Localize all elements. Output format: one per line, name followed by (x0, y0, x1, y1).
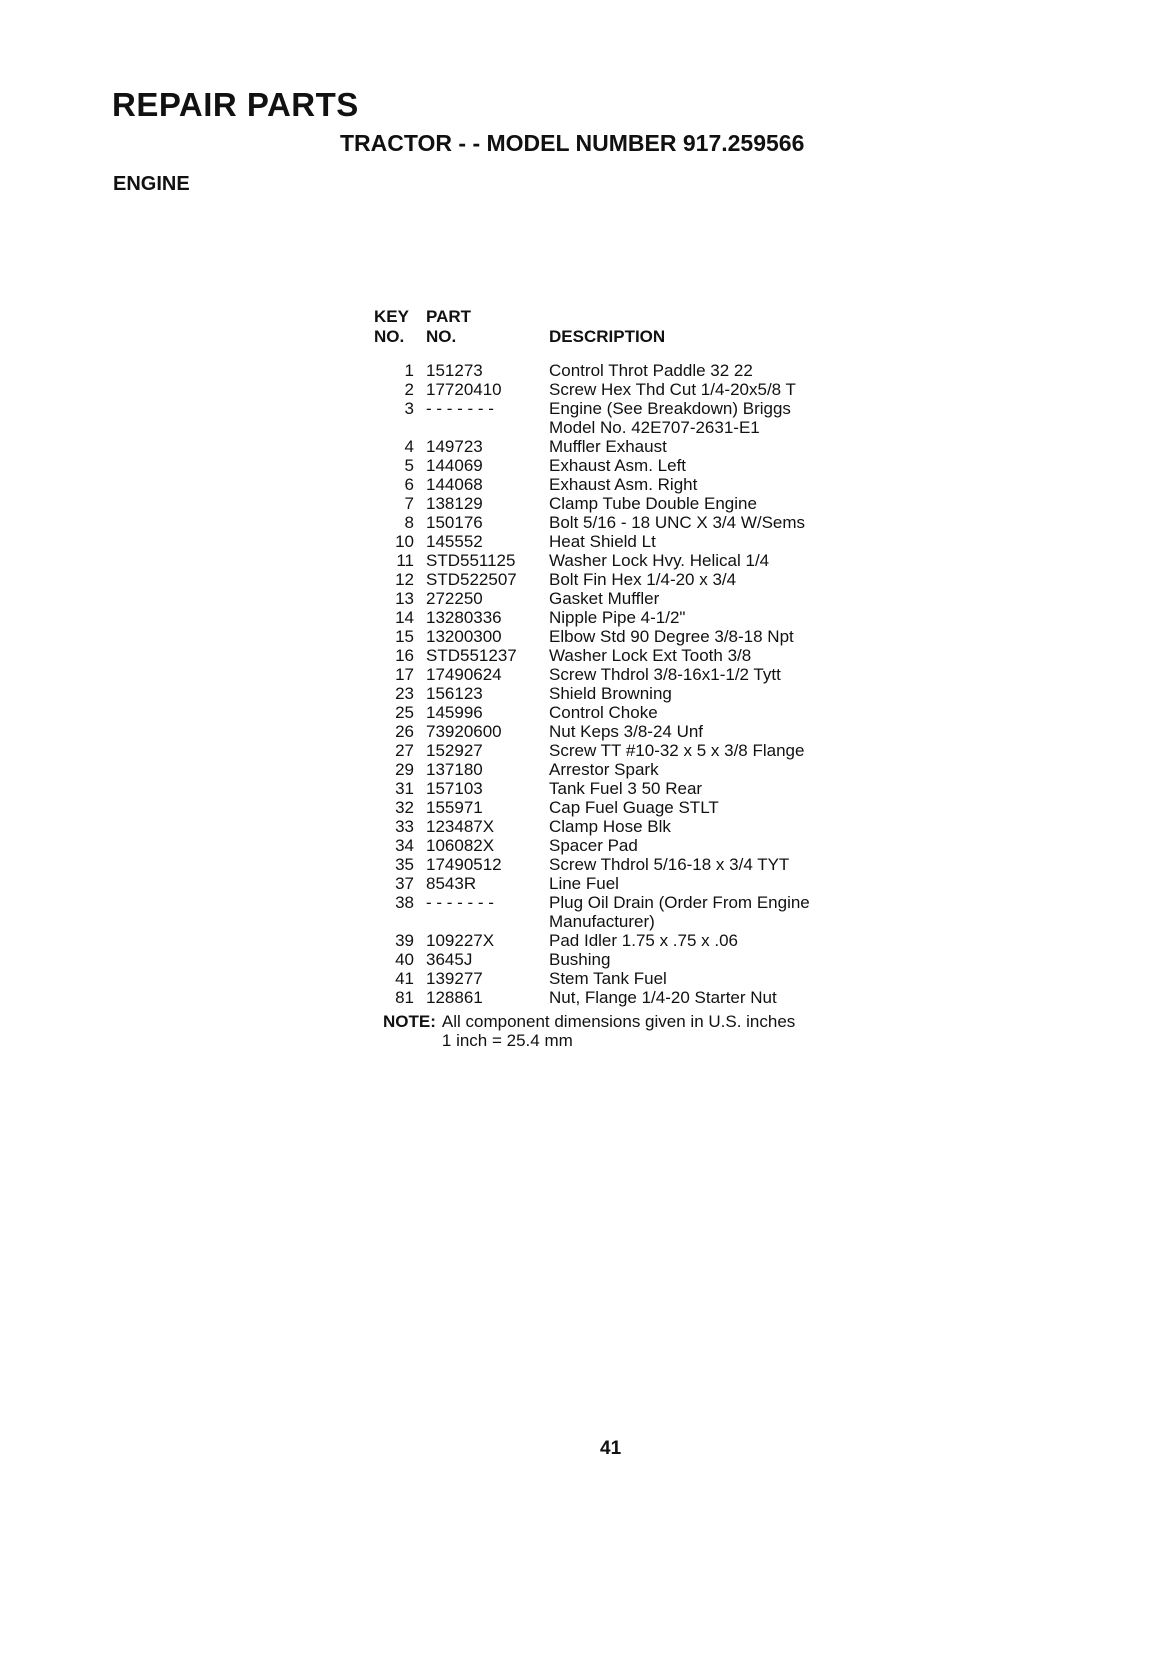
note (383, 1012, 795, 1050)
description-cell: Muffler Exhaust (549, 437, 667, 456)
part-no-cell: 138129 (426, 494, 483, 513)
key-no-cell: 25 (395, 703, 414, 722)
table-row (374, 646, 810, 665)
table-row (374, 893, 810, 931)
table-row (374, 779, 810, 798)
part-no-cell: 157103 (426, 779, 483, 798)
description-cell: Cap Fuel Guage STLT (549, 798, 719, 817)
description-cell: Pad Idler 1.75 x .75 x .06 (549, 931, 739, 950)
part-no-cell: STD551125 (426, 551, 516, 570)
key-no-cell: 3 (404, 399, 414, 418)
table-row (374, 874, 810, 893)
key-no-cell: 40 (395, 950, 414, 969)
part-no-cell: 73920600 (426, 722, 502, 741)
part-no-cell: 13280336 (426, 608, 502, 627)
part-no-cell: - - - - - - - (426, 893, 494, 912)
description-cell: Arrestor Spark (549, 760, 659, 779)
key-no-cell: 4 (404, 437, 414, 456)
key-no-cell: 12 (395, 570, 414, 589)
table-row (374, 741, 810, 760)
part-no-cell: 144069 (426, 456, 483, 475)
key-no-cell: 2 (404, 380, 414, 399)
parts-table-body (374, 361, 810, 1007)
table-row (374, 475, 810, 494)
key-no-cell: 34 (395, 836, 414, 855)
part-no-cell: 123487X (426, 817, 495, 836)
key-no-cell: 5 (404, 456, 414, 475)
part-no-cell: 128861 (426, 988, 483, 1007)
key-no-cell: 10 (395, 532, 414, 551)
header-part-no: PART NO. (426, 307, 472, 346)
table-row (374, 532, 810, 551)
description-cell: Screw Hex Thd Cut 1/4-20x5/8 T (549, 380, 796, 399)
key-no-cell: 13 (395, 589, 414, 608)
table-row (374, 361, 810, 380)
table-row (374, 494, 810, 513)
table-row (374, 988, 810, 1007)
description-cell: Nipple Pipe 4-1/2" (549, 608, 686, 627)
description-cell: Exhaust Asm. Right (549, 475, 698, 494)
table-row (374, 380, 810, 399)
key-no-cell: 81 (395, 988, 414, 1007)
table-row (374, 950, 810, 969)
description-cell: Gasket Muffler (549, 589, 660, 608)
key-no-cell: 1 (404, 361, 414, 380)
part-no-cell: 106082X (426, 836, 495, 855)
key-no-cell: 29 (395, 760, 414, 779)
table-row (374, 703, 810, 722)
description-cell: Control Choke (549, 703, 658, 722)
description-cell: Plug Oil Drain (Order From Engine Manufacturer) (549, 893, 810, 931)
description-cell: Screw Thdrol 5/16-18 x 3/4 TYT (549, 855, 790, 874)
table-row (374, 684, 810, 703)
table-row (374, 760, 810, 779)
table-header-row (374, 307, 810, 361)
description-cell: Washer Lock Ext Tooth 3/8 (549, 646, 752, 665)
key-no-cell: 17 (395, 665, 414, 684)
part-no-cell: 156123 (426, 684, 483, 703)
key-no-cell: 11 (396, 551, 414, 570)
part-no-cell: - - - - - - - (426, 399, 494, 418)
table-row (374, 456, 810, 475)
note-text: All component dimensions given in U.S. inches 1 inch = 25.4 mm (441, 1012, 796, 1050)
part-no-cell: 109227X (426, 931, 495, 950)
description-cell: Exhaust Asm. Left (549, 456, 687, 475)
key-no-cell: 33 (395, 817, 414, 836)
description-cell: Clamp Hose Blk (549, 817, 671, 836)
section-heading: ENGINE (113, 173, 190, 195)
table-row (374, 589, 810, 608)
table-row (374, 931, 810, 950)
model-subtitle: TRACTOR - - MODEL NUMBER 917.259566 (340, 130, 805, 156)
key-no-cell: 38 (395, 893, 414, 912)
description-cell: Bushing (549, 950, 611, 969)
part-no-cell: 3645J (426, 950, 473, 969)
description-cell: Stem Tank Fuel (549, 969, 667, 988)
note-label: NOTE: (383, 1012, 436, 1031)
part-no-cell: 152927 (426, 741, 483, 760)
description-cell: Bolt Fin Hex 1/4-20 x 3/4 (549, 570, 737, 589)
description-cell: Engine (See Breakdown) Briggs Model No. 42E707-2631-E1 (549, 399, 791, 437)
table-row (374, 399, 810, 437)
key-no-cell: 23 (395, 684, 414, 703)
part-no-cell: 17490512 (426, 855, 502, 874)
part-no-cell: 151273 (426, 361, 483, 380)
key-no-cell: 41 (395, 969, 414, 988)
page-title: REPAIR PARTS (112, 86, 359, 123)
description-cell: Elbow Std 90 Degree 3/8-18 Npt (549, 627, 794, 646)
key-no-cell: 32 (395, 798, 414, 817)
table-row (374, 969, 810, 988)
key-no-cell: 26 (395, 722, 414, 741)
part-no-cell: 139277 (426, 969, 483, 988)
key-no-cell: 39 (395, 931, 414, 950)
part-no-cell: 145552 (426, 532, 483, 551)
description-cell: Clamp Tube Double Engine (549, 494, 757, 513)
table-row (374, 570, 810, 589)
key-no-cell: 7 (404, 494, 414, 513)
table-row (374, 665, 810, 684)
table-row (374, 722, 810, 741)
part-no-cell: 150176 (426, 513, 483, 532)
table-row (374, 437, 810, 456)
table-row (374, 817, 810, 836)
description-cell: Screw TT #10-32 x 5 x 3/8 Flange (549, 741, 805, 760)
header-description: DESCRIPTION (549, 327, 666, 346)
part-no-cell: 137180 (426, 760, 483, 779)
table-row (374, 798, 810, 817)
key-no-cell: 14 (395, 608, 414, 627)
key-no-cell: 6 (404, 475, 414, 494)
description-cell: Control Throt Paddle 32 22 (549, 361, 753, 380)
table-row (374, 608, 810, 627)
part-no-cell: 149723 (426, 437, 483, 456)
table-row (374, 627, 810, 646)
part-no-cell: 8543R (426, 874, 477, 893)
parts-table (374, 307, 810, 1007)
part-no-cell: 144068 (426, 475, 483, 494)
key-no-cell: 31 (395, 779, 414, 798)
key-no-cell: 16 (395, 646, 414, 665)
part-no-cell: STD522507 (426, 570, 517, 589)
description-cell: Washer Lock Hvy. Helical 1/4 (549, 551, 770, 570)
table-row (374, 836, 810, 855)
part-no-cell: 155971 (426, 798, 483, 817)
description-cell: Screw Thdrol 3/8-16x1-1/2 Tytt (549, 665, 781, 684)
key-no-cell: 15 (395, 627, 414, 646)
description-cell: Nut, Flange 1/4-20 Starter Nut (549, 988, 777, 1007)
description-cell: Spacer Pad (549, 836, 638, 855)
table-row (374, 855, 810, 874)
table-row (374, 551, 810, 570)
part-no-cell: 13200300 (426, 627, 502, 646)
description-cell: Line Fuel (549, 874, 619, 893)
description-cell: Shield Browning (549, 684, 672, 703)
description-cell: Tank Fuel 3 50 Rear (549, 779, 703, 798)
part-no-cell: 272250 (426, 589, 483, 608)
key-no-cell: 8 (404, 513, 414, 532)
header-key-no: KEY NO. (374, 307, 409, 346)
part-no-cell: 17720410 (426, 380, 502, 399)
description-cell: Nut Keps 3/8-24 Unf (549, 722, 704, 741)
description-cell: Bolt 5/16 - 18 UNC X 3/4 W/Sems (549, 513, 806, 532)
page-number: 41 (600, 1438, 622, 1459)
key-no-cell: 27 (395, 741, 414, 760)
part-no-cell: 145996 (426, 703, 483, 722)
key-no-cell: 35 (395, 855, 414, 874)
part-no-cell: 17490624 (426, 665, 502, 684)
description-cell: Heat Shield Lt (549, 532, 656, 551)
part-no-cell: STD551237 (426, 646, 517, 665)
table-row (374, 513, 810, 532)
key-no-cell: 37 (395, 874, 414, 893)
